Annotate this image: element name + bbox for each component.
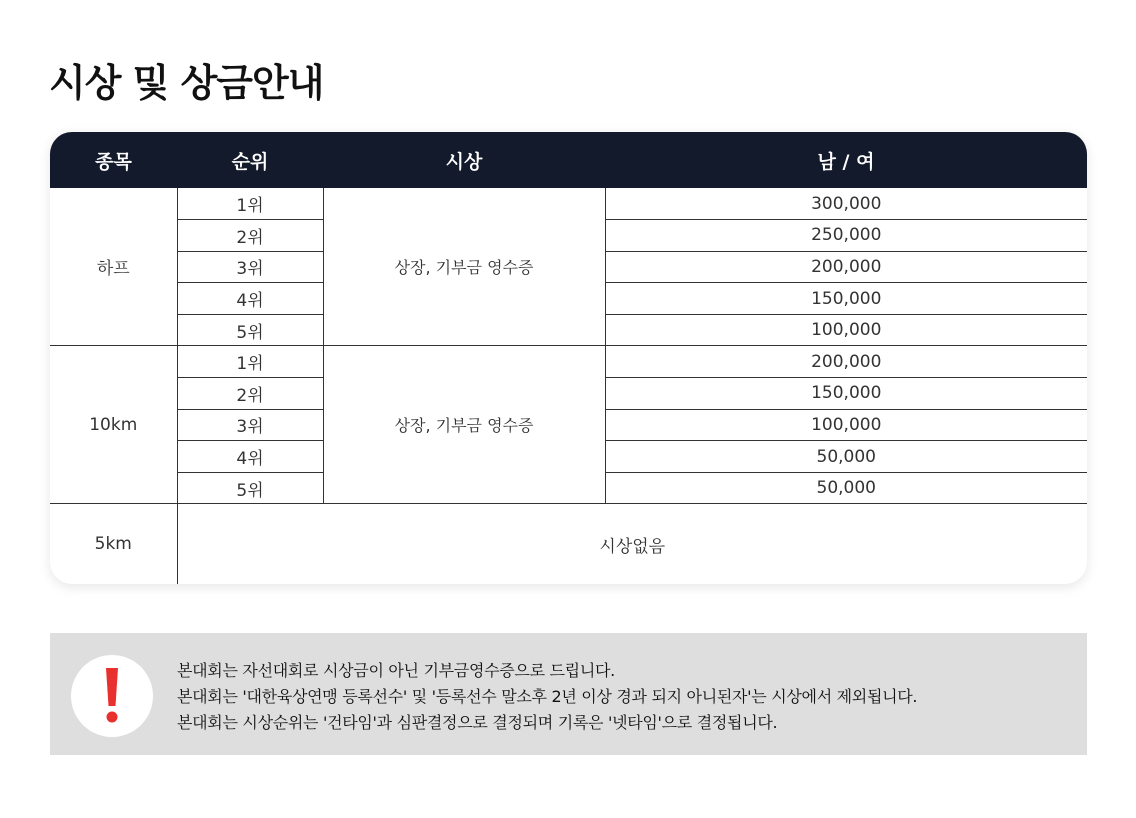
amount-cell: 200,000	[605, 251, 1087, 283]
no-award-cell: 시상없음	[599, 536, 666, 557]
page-title: 시상 및 상금안내	[49, 61, 324, 105]
amount-cell: 300,000	[605, 188, 1087, 220]
header-award: 시상	[323, 132, 605, 188]
amount-cell: 250,000	[605, 220, 1087, 252]
rank-cell: 1위	[177, 188, 323, 220]
rank-cell: 1위	[177, 346, 323, 378]
rank-cell: 4위	[177, 441, 323, 473]
header-prize: 남 / 여	[605, 132, 1087, 188]
event-cell-5k: 5km	[50, 504, 177, 584]
amount-cell: 50,000	[605, 441, 1087, 473]
event-cell-half: 하프	[50, 188, 177, 346]
rank-cell: 3위	[177, 409, 323, 441]
notice-lines	[177, 658, 917, 736]
rank-cell: 5위	[177, 314, 323, 346]
amount-cell: 50,000	[605, 472, 1087, 504]
table-row	[50, 346, 1087, 378]
amount-cell: 100,000	[605, 409, 1087, 441]
rank-cell: 2위	[177, 378, 323, 410]
exclamation-icon	[71, 655, 153, 737]
rank-cell: 3위	[177, 251, 323, 283]
header-event: 종목	[50, 132, 177, 188]
rank-cell: 4위	[177, 283, 323, 315]
award-cell-half: 상장, 기부금 영수증	[323, 188, 605, 346]
header-rank: 순위	[177, 132, 323, 188]
notice-line: 본대회는 '대한육상연맹 등록선수' 및 '등록선수 말소후 2년 이상 경과 되지 아니된자'는 시상에서 제외됩니다.	[177, 687, 918, 706]
award-cell-10k: 상장, 기부금 영수증	[323, 346, 605, 504]
table-header-row	[50, 132, 1087, 188]
notice-line: 본대회는 자선대회로 시상금이 아닌 기부금영수증으로 드립니다.	[177, 661, 615, 680]
table-row	[50, 504, 1087, 584]
event-cell-10k: 10km	[50, 346, 177, 504]
table-row	[50, 188, 1087, 220]
amount-cell: 150,000	[605, 378, 1087, 410]
rank-cell: 5위	[177, 472, 323, 504]
amount-cell: 200,000	[605, 346, 1087, 378]
prize-table-card	[50, 132, 1087, 584]
amount-cell: 150,000	[605, 283, 1087, 315]
notice-box	[50, 633, 1087, 755]
amount-cell: 100,000	[605, 314, 1087, 346]
notice-line: 본대회는 시상순위는 '건타임'과 심판결정으로 결정되며 기록은 '넷타임'으로 결정됩니다.	[177, 713, 778, 732]
rank-cell: 2위	[177, 220, 323, 252]
prize-table	[50, 132, 1087, 584]
